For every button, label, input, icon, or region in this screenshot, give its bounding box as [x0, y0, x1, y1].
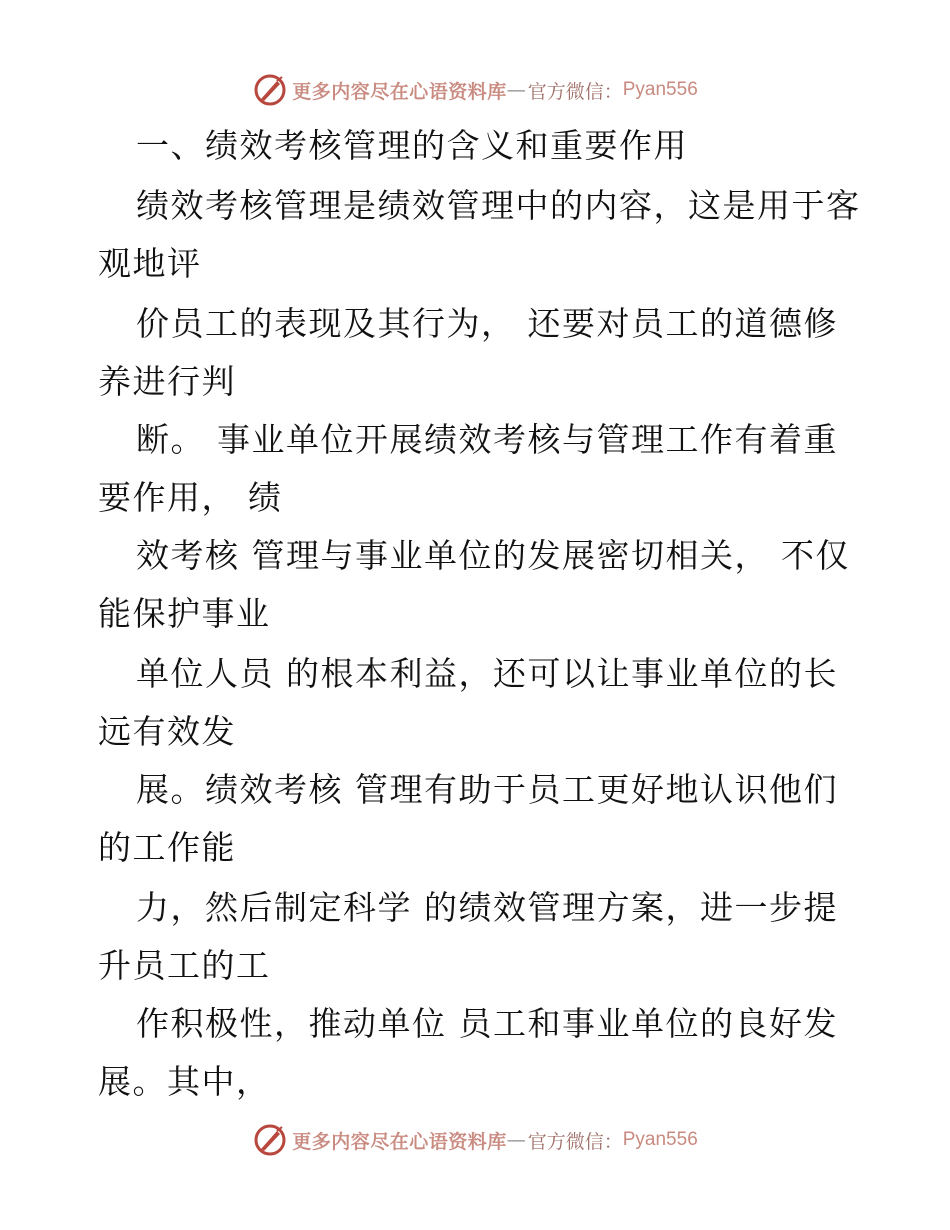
text-line: 展。其中，: [98, 1062, 271, 1101]
watermark-wechat-id: Pyan556: [622, 79, 698, 100]
text-line: 价员工的表现及其行为， 还要对员工的道德修: [136, 304, 838, 343]
text-line: 观地评: [98, 244, 202, 283]
text-line: 升员工的工: [98, 946, 271, 985]
heading-line: 一、绩效考核管理的含义和重要作用: [136, 126, 688, 165]
watermark-text: 更多内容尽在心语资料库: [292, 80, 507, 103]
text-line: 断。 事业单位开展绩效考核与管理工作有着重: [136, 420, 838, 459]
watermark-separator: —: [506, 1129, 526, 1151]
text-line: 作积极性，推动单位 员工和事业单位的良好发: [136, 1004, 838, 1043]
text-line: 力，然后制定科学 的绩效管理方案，进一步提: [136, 888, 838, 927]
text-line: 能保护事业: [98, 594, 271, 633]
watermark-wechat-id: Pyan556: [622, 1129, 698, 1150]
watermark-text: 更多内容尽在心语资料库: [292, 1130, 507, 1153]
text-line: 养进行判: [98, 362, 236, 401]
text-line: 单位人员 的根本利益，还可以让事业单位的长: [136, 654, 838, 693]
text-line: 展。绩效考核 管理有助于员工更好地认识他们: [136, 770, 838, 809]
text-line: 绩效考核管理是绩效管理中的内容，这是用于客: [136, 186, 861, 225]
quill-logo-icon: [252, 1122, 288, 1158]
watermark-wechat-label: 官方微信：: [527, 1130, 623, 1153]
text-line: 效考核 管理与事业单位的发展密切相关， 不仅: [136, 536, 850, 575]
header-watermark: [0, 70, 950, 110]
text-line: 要作用， 绩: [98, 478, 283, 517]
watermark-separator: —: [506, 79, 526, 101]
text-line: 远有效发: [98, 712, 236, 751]
text-line: 的工作能: [98, 828, 236, 867]
watermark-wechat-label: 官方微信：: [527, 80, 623, 103]
footer-watermark: [0, 1120, 950, 1160]
quill-logo-icon: [252, 72, 288, 108]
